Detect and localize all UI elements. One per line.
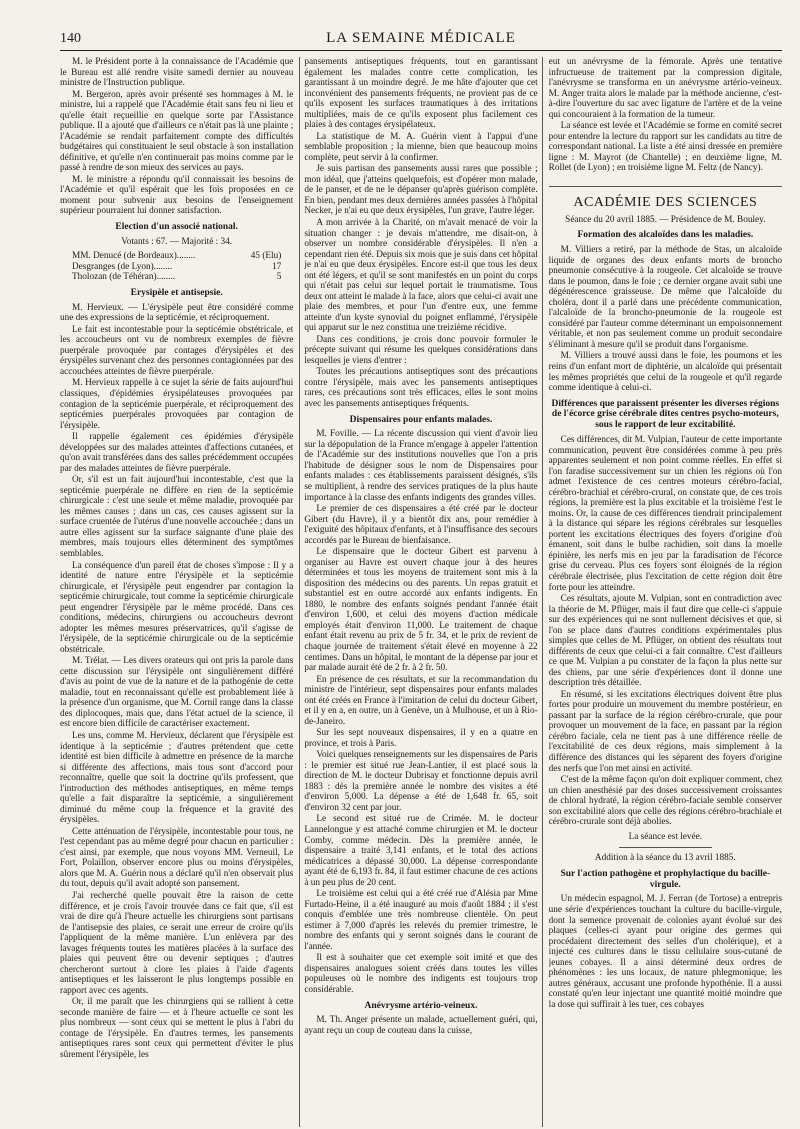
section-heading: Election d'un associé national.: [115, 221, 238, 232]
section-heading: Dispensaires pour enfants malades.: [349, 414, 493, 425]
paragraph: M. Foville. — La récente discussion qui vient d'avoir lieu sur la dépopulation de la France m'engage à appeler l'attention de l'Académie sur des institutions nouvelles que l'on a pris l'habitude de désigner sous le nom de Dispensaires pour enfants malades : ces établissements paraissent désignés, s'ils se multiplient, à rendre des services pratiques de la plus haute importance à la classe des enfants indigents des grandes villes.: [304, 429, 538, 503]
page-header: [60, 30, 782, 51]
paragraph: La séance est levée et l'Académie se forme en comité secret pour entendre la lecture du rapport sur les candidats au titre de correspondant national. La liste a été ainsi dressée en première ligne : M. Mayrot (de Chantelle) ; en deuxième ligne, M. Rollet (de Lyon) ; en troisième ligne M. Feltz (de Nancy).: [548, 121, 782, 174]
paragraph: Il est à souhaiter que cet exemple soit imité et que des dispensaires analogues soient créés dans toutes les villes populeuses où le nombre des indigents est toujours trop considérable.: [304, 953, 538, 995]
paragraph: Le premier de ces dispensaires a été créé par le docteur Gibert (du Havre), il y a bientôt dix ans, pour remédier à l'exiguité des hôpitaux d'enfants, et à l'insuffisance des secours accordés par le Bureau de bienfaisance.: [304, 504, 538, 546]
paragraph: Je suis partisan des pansements aussi rares que possible ; mon idéal, que j'atteins quelquefois, est d'opérer mon malade, de le panser, et de ne le dépanser qu'après guérison complète. En bien, pendant mes deux dernières années passées à l'hôpital Necker, je n'ai eu que deux érysipèles, l'un grave, l'autre léger.: [304, 164, 538, 217]
paragraph: J'ai recherché quelle pouvait être la raison de cette différence, et je crois l'avoir trouvée dans ce fait que, s'il est vrai de dire qu'à l'heure actuelle les chirurgiens sont partisans de l'antisepsie des plaies, ce serait une erreur de croire qu'ils l'appliquent de la même manière. L'un enlèvera par des lavages fréquents toutes les matières placées à la surface des plaies qui peuvent être ou devenir septiques ; d'autres chercheront surtout à clore les plaies à l'aide d'agents antiseptiques et les laisseront le plus longtemps possible en rapport avec ces agents.: [60, 890, 294, 996]
paragraph: pansements antiseptiques fréquents, tout en garantissant également les malades contre cette complication, les garantissant à un moindre degré. Je me hâte d'ajouter que cet inconvénient des pansements fréquents, ne provient pas de ce qu'ils exposent les surfaces traumatiques à des irritations multipliées, mais de ce qu'ils exposent plus facilement ces plaies à des contages érysipélateux.: [304, 57, 538, 131]
candidate-votes: 17: [272, 261, 282, 272]
column-3: [549, 57, 782, 1127]
paragraph: Sur les sept nouveaux dispensaires, il y en a quatre en province, et trois à Paris.: [304, 728, 538, 749]
closing-line: La séance est levée.: [628, 831, 703, 842]
paragraph: Le dispensaire que le docteur Gibert est parvenu à organiser au Havre est ouvert chaque jour à des heures déterminées et tous les moyens de traitement sont mis à la disposition des médecins ou des parents. Un repas gratuit et substantiel est en outre accordé aux enfants indigents. En 1880, le nombre des enfants soignés pendant l'année était d'environ 1,600, et celui des moyens d'action médicale employés était d'environ 11,000. Le traitement de chaque enfant était revenu au prix de 5 fr. 34, et le prix de revient de chaque journée de traitement s'était élevé en moyenne à 22 centimes. Dans un hôpital, le montant de la dépense par jour et par malade aurait été de 2 fr. à 2 fr. 50.: [304, 547, 538, 674]
vote-summary: Votants : 67. — Majorité : 34.: [121, 236, 233, 247]
page-number: 140: [60, 31, 81, 46]
paragraph: La conséquence d'un pareil état de choses s'impose : Il y a identité de nature entre l'érysipèle et la septicémie chirurgicale, et l'érysipèle peut engendrer par contagion la septicémie chirurgicale, tout comme la septicémie chirurgicale peut engendrer l'érysipèle par le même procédé. Dans ces conditions, médecins, chirurgiens ou accoucheurs devront adopter les mêmes mesures préservatrices, qu'il s'agisse de l'érysipèle, de la septicémie chirurgicale ou de la septicémie obstétricale.: [60, 560, 294, 655]
candidate-votes: 5: [276, 272, 282, 283]
candidate-name: Desgranges (de Lyon)........: [72, 261, 173, 272]
paragraph: La statistique de M. A. Guérin vient à l'appui d'une semblable proposition ; la mienne, bien que beaucoup moins complète, peut servir à la confirmer.: [304, 131, 538, 163]
candidate-votes: 45 (Elu): [250, 251, 282, 262]
paragraph: En résumé, si les excitations électriques doivent être plus fortes pour produire un mouvement du membre postérieur, en passant par la surface de la région cérébro-crurale, que pour provoquer un mouvement de la face, en passant par la région cérébro faciale, cela ne tient pas à une différence réelle de l'excitabilité de ces deux régions, mais simplement à la différence des distances qui les séparent des foyers d'origine des nerfs que l'on met ainsi en activité.: [548, 689, 782, 774]
column-2: [304, 57, 537, 1127]
paragraph: M. le Président porte à la connaissance de l'Académie que le Bureau est allé rendre visite samedi dernier au nouveau ministre de l'Instruction publique.: [60, 57, 294, 89]
running-title: LA SEMAINE MÉDICALE: [326, 30, 516, 46]
column-1: [60, 57, 293, 1127]
article-columns: [60, 57, 782, 1127]
paragraph: M. le ministre a répondu qu'il connaissait les besoins de l'Académie et qu'il espérait que les fois proposées en ce moment pour subvenir aux besoins de l'enseignement supérieur pourraient lui donner satisfaction.: [60, 174, 294, 217]
academy-heading: ACADÉMIE DES SCIENCES: [549, 186, 782, 211]
paragraph: Un médecin espagnol, M. J. Ferran (de Tortose) a entrepris une série d'expériences touchant la culture du bacille-virgule, dont la semence provenait de colonies ayant évolué sur des plaques (celles-ci ayant pour origine des germes qui procédaient directement des selles d'un cholérique), et a injecté ces cultures dans le tissu cellulaire sous-cutané de jeunes cobayes. Il a ainsi déterminé deux ordres de phénomènes : les uns locaux, de nature phlegmonique, les autres généraux, accusant une profonde hypothénie. Il a aussi constaté qu'en leur injectant une quantité moitié moindre que la dose qui suffirait à les tuer, ces cobayes: [548, 894, 782, 1010]
paragraph: Le fait est incontestable pour la septicémie obstétricale, et les accoucheurs ont vu de nombreux exemples de fièvre puerpérale provoquée par contages d'érysipèles et des érysipèles survenant chez des personnes contagionnées par des accouchées atteintes de fièvre puerpérale.: [60, 324, 294, 377]
vote-row: [60, 251, 293, 262]
paragraph: Cette atténuation de l'érysipèle, incontestable pour tous, ne l'est cependant pas au même degré pour chacun en particulier : c'est ainsi, par exemple, que nous voyons MM. Verneuil, Le Fort, Polaillon, observer encore plus ou moins d'érysipèles, alors que M. A. Guérin nous a déclaré qu'il n'en observait plus du tout, depuis qu'il avait adopté son pansement.: [60, 826, 294, 890]
paragraph: M. Villiers a trouvé aussi dans le foie, les poumons et les reins d'un enfant mort de diphtérie, un alcaloïde qui présentait les mêmes propriétés que celui de la rougeole et qu'il regarde comme identique à celui-ci.: [548, 351, 782, 394]
paragraph: Toutes les précautions antiseptiques sont des précautions contre l'érysipèle, mais avec les pansements antiseptiques rares, ces précautions sont très efficaces, elles le sont moins avec les pansements antiseptiques fréquents.: [304, 367, 538, 409]
paragraph: Le troisième est celui qui a été créé rue d'Alésia par Mme Furtado-Heine, il a été inauguré au mois d'août 1884 ; il s'est conquis d'emblée une très nombreuse clientèle. On peut estimer à 7,000 d'après les relevés du premier trimestre, le nombre des enfants qui y seront soignés dans le courant de l'année.: [304, 889, 538, 952]
paragraph: Voici quelques renseignements sur les dispensaires de Paris : le premier est situé rue Jean-Lantier, il est placé sous la direction de M. le docteur Dubrisay et fonctionne depuis avril 1883 : dès la première année le nombre des visites a été d'environ 5,000. La dépense a été de 1,648 fr. 65, soit d'environ 32 cent par jour.: [304, 750, 538, 813]
paragraph: M. Villiers a retiré, par la méthode de Stas, un alcaloïde liquide de organes des deux enfants morts de broncho pneumonie consécutive à la rougeole. Cet alcaloïde se trouve dans le poumon, dans le foie ; ce dernier organe avait subi une dégénérescence graisseuse. De même que l'alcaloïde du choléra, dont il a parlé dans une précédente communication, l'alcaloïde de la broncho-pneumonie de la rougeole est considéré par l'auteur comme déterminant un empoisonnement véritable, et non pas seulement comme un produit secondaire s'éliminant à mesure qu'il se produit dans l'organisme.: [548, 245, 782, 350]
paragraph: C'est de la même façon qu'on doit expliquer comment, chez un chien anesthésié par des doses successivement croissantes de chloral hydraté, la région cérébro-faciale semble conserver son excitabilité alors que celle des régions cérébro-brachiale et cérébro-crurale sont déjà abolies.: [548, 775, 782, 828]
paragraph: Ces différences, dit M. Vulpian, l'auteur de cette importante communication, peuvent être considérées comme à peu près apparentes seulement et non point comme réelles. En effet si l'on faradise successivement sur un chien les régions où l'on admet l'existence de ces centres moteurs cérébro-facial, cérébro-brachial et cérébro-crural, on constate que, de ces trois régions, la première est la plus excitable et la troisième l'est le moins. Or, la cause de ces différences tiendrait principalement à la distance qui sépare les régions cérébrales sur lesquelles portent les excitations électriques des foyers d'origine d'où émanent, soit dans le bulbe rachidien, soit dans la moelle épinière, les nerfs mis en jeu par la faradisation de l'écorce grise du cerveau. Plus ces foyers sont éloignés de la région cérébrale électrisée, plus l'excitation de cette région doit être forte pour les atteindre.: [548, 435, 782, 593]
paragraph: Ces résultats, ajoute M. Vulpian, sont en contradiction avec la théorie de M. Pflüger, mais il faut dire que celle-ci s'appuie sur des expériences qui ne sont nullement décisives et que, si l'on se place dans d'autres conditions expérimentales plus simples que celles de M. Pflüger, on obtient des résultats tout différents de ceux que celui-ci a fait connaître. C'est d'ailleurs ce que M. Vulpian a pu constater de la façon la plus nette sur des chiens, par une série d'expériences dont il donne une description très détaillée.: [548, 594, 782, 689]
section-heading: Anévrysme artério-veineux.: [364, 1000, 478, 1011]
candidate-name: MM. Denucé (de Bordeaux)........: [72, 251, 196, 262]
candidate-name: Tholozan (de Téhéran)........: [72, 272, 176, 283]
paragraph: A mon arrivée à la Charité, on m'avait menacé de voir la situation changer : je devais m'attendre, me disait-on, à observer un nombre considérable d'érysipèles. Il n'en a cependant rien été. Depuis six mois que je suis dans cet hôpital je n'ai eu que deux érysipèles. Encore est-il que tous les deux ont été légers, et qu'il se sont manifestés en un point du corps qui n'était pas celui sur lequel portait le traumatisme. Tous deux ont atteint le malade à la face, alors que celui-ci avait une plaie des membres, et pour l'un d'entre eux, une femme atteinte d'un kyste synovial du poignet enflammé, l'érysipèle qui apparut sur le nez constitua une treizième récidive.: [304, 217, 538, 334]
session-line: Séance du 20 avril 1885. — Présidence de M. Bouley.: [565, 214, 766, 225]
paragraph: Il rappelle également ces épidémies d'érysipèle développées sur des malades atteintes d'affections cutanées, et qu'on avait transférées dans des salles précédemment occupées par des malades atteintes de fièvre puerpérale.: [60, 432, 294, 474]
paragraph: Or, il me paraît que les chirurgiens qui se rallient à cette seconde manière de faire — et à l'heure actuelle ce sont les plus nombreux — sont ceux qui se mettent le plus à l'abri du contage de l'érysipèle. En d'autres termes, les pansements antiseptiques rares sont ceux qui permettent d'éviter le plus sûrement l'érysipèle, les: [60, 997, 294, 1060]
addition-line: Addition à la séance du 13 avril 1885.: [594, 853, 736, 864]
paragraph: En présence de ces résultats, et sur la recommandation du ministre de l'intérieur, sept dispensaires pour enfants malades ont été créés en France à l'imitation de celui du docteur Gibert, et il y en a, en outre, un à Genève, un à Mulhouse, et un à Rio-de-Janeiro.: [304, 674, 538, 727]
paragraph: Dans ces conditions, je crois donc pouvoir formuler le précepte suivant qui résume les quelques considérations dans lesquelles je viens d'entrer :: [304, 334, 538, 366]
section-heading: Sur l'action pathogène et prophylactique du bacille-virgule.: [560, 868, 771, 890]
paragraph: M. Th. Anger présente un malade, actuellement guéri, qui, ayant reçu un coup de couteau dans la cuisse,: [304, 1015, 538, 1036]
section-heading: Différences que paraissent présenter les diverses régions de l'écorce grise cérébrale dites centres psycho-moteurs, sous le rapport de leur excitabilité.: [551, 398, 780, 431]
paragraph: Le second est situé rue de Crimée. M. le docteur Lannelongue y est attaché comme chirurgien et M. le docteur Comby, comme médecin. Dès la première année, le dispensaire a traité 3,141 enfants, et le total des actions médicatrices a dépassé 30,000. La dépense correspondante ayant été de 6,193 fr. 84, il faut estimer chacune de ces actions à un peu plus de 20 cent.: [304, 814, 538, 888]
vote-row: [60, 272, 293, 283]
paragraph: Or, s'il est un fait aujourd'hui incontestable, c'est que la septicémie puerpérale ne diffère en rien de la septicémie chirurgicale : c'est une seule et même maladie, provoquée par les mêmes causes ; dans un cas, ces causes agissent sur la surface cruentée de l'utérus d'une nouvelle accouchée ; dans un autre elles agissent sur la surface saignante d'une plaie des membres, mais toujours elles déterminent des symptômes semblables.: [60, 475, 294, 559]
divider: [619, 847, 712, 848]
section-heading: Formation des alcaloïdes dans les maladies.: [577, 230, 754, 241]
vote-row: [60, 262, 293, 273]
paragraph: Les uns, comme M. Hervieux, déclarent que l'érysipèle est identique à la septicémie ; d'autres prétendent que cette identité est bien difficile à admettre en présence de la marche si différente des affections, mais tous sont d'accord pour reconnaître, quelle que soit la doctrine qu'ils professent, que l'introduction des méthodes antiseptiques, en même temps qu'elle a fait disparaître la septicémie, a singulièrement diminué du même coup la fréquence et la gravité des érysipèles.: [60, 731, 294, 826]
paragraph: M. Hervieux. — L'érysipèle peut être considéré comme une des expressions de la septicémie, et réciproquement.: [60, 302, 294, 324]
paragraph: M. Hervieux rappelle à ce sujet la série de faits aujourd'hui classiques, d'épidémies érysipélateuses provoquées par contagion de la septicémie puerpérale, et réciproquement des septicémies puerpérales provoquées par contagion de l'érysipèle.: [60, 378, 294, 431]
paragraph: M. Trélat. — Les divers orateurs qui ont pris la parole dans cette discussion sur l'érysipèle ont singulièrement différé d'avis au point de vue de la nature et de la pathogénie de cette maladie, tout en reconnaissant qu'elle est probablement liée à la présence d'un organisme, que M. Cornil range dans la classe des diplocoques, mais que, dans l'état actuel de la science, il est encore bien difficile de caractériser exactement.: [60, 656, 294, 730]
section-heading: Erysipèle et antisepsie.: [130, 287, 223, 298]
paragraph: M. Bergeron, après avoir présenté ses hommages à M. le ministre, lui a rappelé que l'Académie était sans feu ni lieu et qu'elle était reçueillie en quelque sorte par l'Assistance publique. Il a ajouté que d'ailleurs ce n'était pas là une plainte ; l'Académie se rendait parfaitement compte des difficultés budgétaires qui constituaient le seul obstacle à son installation définitive, et qu'elle n'en continuerait pas moins comme par le passé à rendre de son mieux des services au pays.: [60, 89, 294, 174]
paragraph: eut un anévrysme de la fémorale. Après une tentative infructueuse de traitement par la compression digitale, l'anévrysme se transforma en un anévrysme artério-veineux. M. Anger traita alors le malade par la méthode ancienne, c'est-à-dire l'ouverture du sac avec ligature de l'artère et de la veine qui concouraient à la formation de la tumeur.: [548, 57, 782, 120]
